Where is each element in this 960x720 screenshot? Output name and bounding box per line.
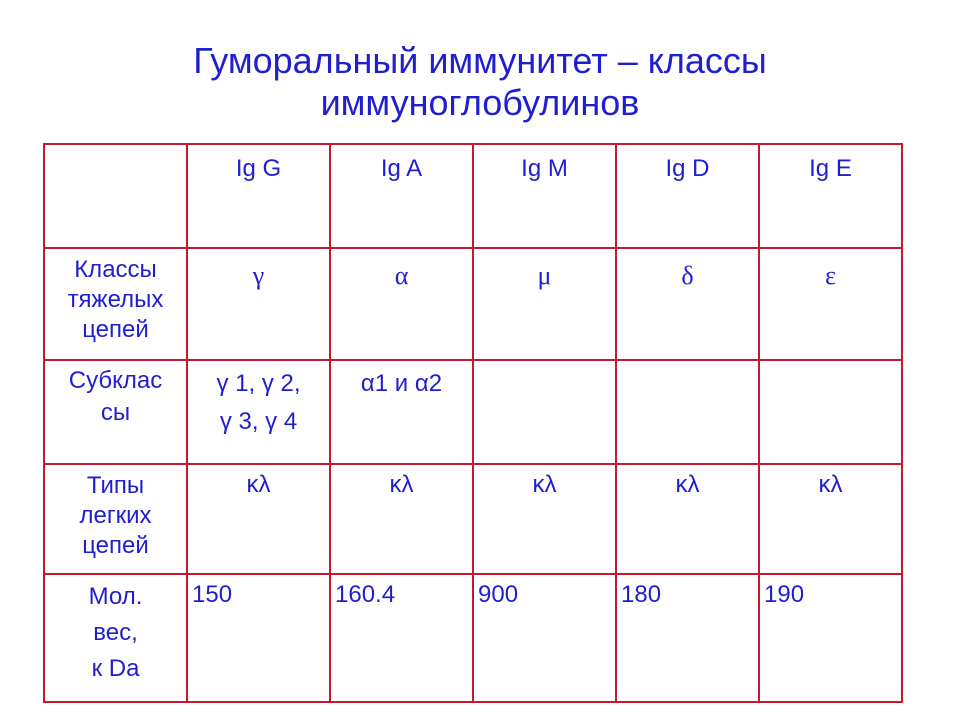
subclasses-igg (187, 360, 330, 464)
heavy-chain-row-label (44, 248, 187, 360)
heavy-chain-igg: γ (187, 248, 330, 360)
slide-title-line-1: Гуморальный иммунитет – классы (193, 40, 767, 81)
row-label-line: вес, (93, 619, 138, 646)
immunoglobulin-classes-table (43, 143, 903, 703)
column-header-igg: Ig G (187, 144, 330, 248)
molecular-weight-igg: 150 (187, 574, 330, 702)
row-label-line: Типы (86, 472, 145, 499)
table-corner-cell (44, 144, 187, 248)
light-chain-row-label (44, 464, 187, 574)
column-header-ige: Ig E (759, 144, 902, 248)
heavy-chain-iga: α (330, 248, 473, 360)
row-label-line: цепей (82, 316, 149, 343)
heavy-chain-row (44, 248, 902, 360)
heavy-chain-igm: μ (473, 248, 616, 360)
column-header-igd: Ig D (616, 144, 759, 248)
molecular-weight-igd: 180 (616, 574, 759, 702)
row-label-line: тяжелых (67, 286, 164, 313)
subclasses-igd (616, 360, 759, 464)
light-chain-igg: κλ (187, 464, 330, 574)
row-label-line: цепей (82, 532, 149, 559)
molecular-weight-row-label (44, 574, 187, 702)
subclasses-igg-line: γ 1, γ 2, (216, 370, 301, 397)
slide-title (0, 40, 960, 124)
row-label-line: Субклас (68, 367, 163, 394)
row-label-line: к Da (91, 655, 140, 682)
row-label-line: сы (100, 399, 131, 426)
light-chain-iga: κλ (330, 464, 473, 574)
light-chain-igm: κλ (473, 464, 616, 574)
heavy-chain-igd: δ (616, 248, 759, 360)
light-chain-row (44, 464, 902, 574)
heavy-chain-ige: ε (759, 248, 902, 360)
subclasses-ige (759, 360, 902, 464)
light-chain-ige: κλ (759, 464, 902, 574)
row-label-line: Мол. (88, 583, 143, 610)
row-label-line: легких (79, 502, 152, 529)
light-chain-igd: κλ (616, 464, 759, 574)
molecular-weight-ige: 190 (759, 574, 902, 702)
molecular-weight-igm: 900 (473, 574, 616, 702)
molecular-weight-row (44, 574, 902, 702)
molecular-weight-iga: 160.4 (330, 574, 473, 702)
subclasses-row (44, 360, 902, 464)
subclasses-row-label (44, 360, 187, 464)
slide-title-line-2: иммуноглобулинов (320, 82, 640, 123)
row-label-line: Классы (74, 256, 157, 283)
column-header-iga: Ig A (330, 144, 473, 248)
subclasses-iga: α1 и α2 (330, 360, 473, 464)
subclasses-igm (473, 360, 616, 464)
column-header-igm: Ig M (473, 144, 616, 248)
table-header-row (44, 144, 902, 248)
subclasses-igg-line: γ 3, γ 4 (219, 408, 298, 435)
